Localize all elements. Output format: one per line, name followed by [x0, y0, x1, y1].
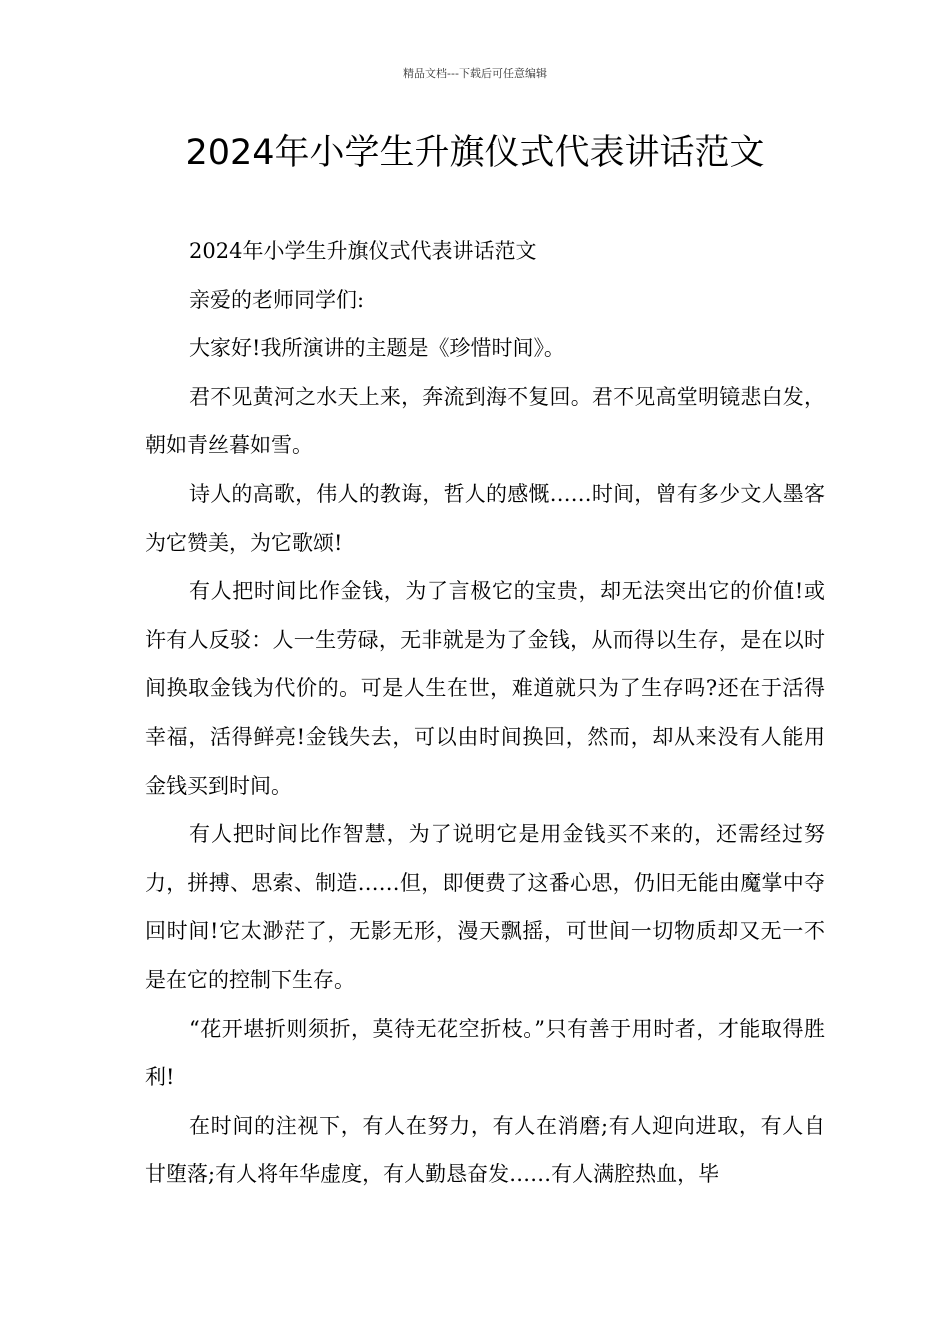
- document-body: [145, 227, 825, 1199]
- document-title: 2024年小学生升旗仪式代表讲话范文: [185, 133, 765, 173]
- header-note: 精品文档---下载后可任意编辑: [403, 67, 547, 80]
- paragraph: 在时间的注视下，有人在努力，有人在消磨;有人迎向进取，有人自甘堕落;有人将年华虚度，有人勤恳奋发……有人满腔热血，毕: [145, 1113, 825, 1187]
- paragraph-salutation: 亲爱的老师同学们:: [189, 287, 365, 312]
- paragraph: 君不见黄河之水天上来，奔流到海不复回。君不见高堂明镜悲白发，朝如青丝暮如雪。: [145, 384, 825, 458]
- paragraph: 有人把时间比作智慧，为了说明它是用金钱买不来的，还需经过努力，拼搏、思索、制造……但，即便费了这番心思，仍旧无能由魔掌中夺回时间!它太渺茫了，无影无形，漫天飘摇，可世间一切物质却又无一不是在它的控制下生存。: [145, 822, 825, 992]
- paragraph: 诗人的高歌，伟人的教诲，哲人的感慨……时间，曾有多少文人墨客为它赞美，为它歌颂!: [145, 481, 825, 555]
- paragraph: “花开堪折则须折，莫待无花空折枝。”只有善于用时者，才能取得胜利!: [145, 1016, 825, 1090]
- paragraph: 有人把时间比作金钱，为了言极它的宝贵，却无法突出它的价值!或许有人反驳：人一生劳碌，无非就是为了金钱，从而得以生存，是在以时间换取金钱为代价的。可是人生在世，难道就只为了生存吗?还在于活得幸福，活得鲜亮!金钱失去，可以由时间换回，然而，却从来没有人能用金钱买到时间。: [145, 579, 825, 798]
- paragraph-greeting: 大家好!我所演讲的主题是《珍惜时间》。: [189, 336, 565, 361]
- paragraph-subtitle: 2024年小学生升旗仪式代表讲话范文: [189, 239, 537, 263]
